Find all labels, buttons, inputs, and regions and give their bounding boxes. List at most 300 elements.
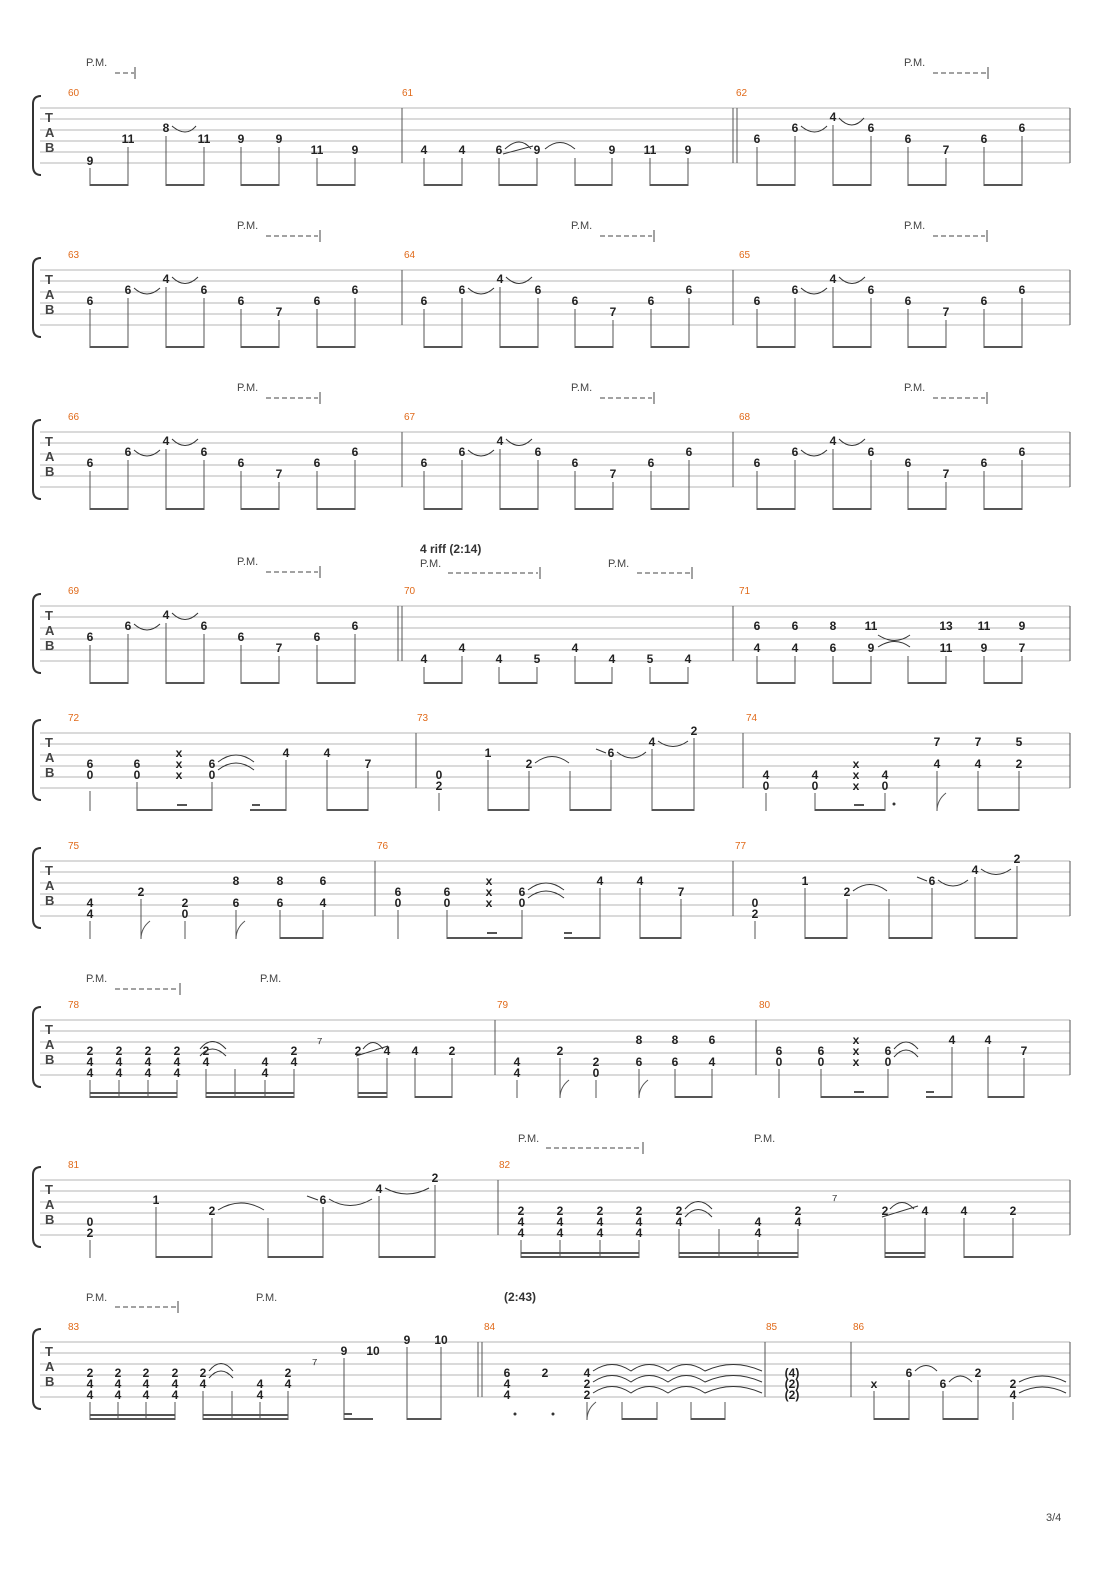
fret-number: 10 — [434, 1333, 448, 1347]
tab-clef-a: A — [45, 449, 55, 464]
fret-number: 7 — [275, 641, 283, 655]
fret-number: 4 — [754, 1215, 762, 1229]
tab-clef-a: A — [45, 750, 55, 765]
fret-number: 0 — [811, 779, 819, 793]
tab-clef-b: B — [45, 1212, 55, 1227]
palm-mute-label: P.M. — [904, 220, 926, 232]
tied-fret-number: (2) — [784, 1377, 800, 1391]
slur — [506, 439, 532, 446]
fret-number: 5 — [1015, 735, 1023, 749]
system-bracket — [33, 258, 41, 337]
dead-note: x — [852, 757, 860, 771]
fret-number: 9 — [86, 154, 94, 168]
fret-number: 6 — [685, 283, 693, 297]
fret-number: 6 — [420, 294, 428, 308]
tab-clef-b: B — [45, 464, 55, 479]
fret-number: 7 — [275, 467, 283, 481]
measure-number: 61 — [402, 88, 414, 99]
measure-number: 78 — [68, 1000, 80, 1011]
palm-mute-label: P.M. — [904, 57, 926, 69]
fret-number: 6 — [86, 757, 94, 771]
fret-number: 4 — [261, 1055, 269, 1069]
fret-number: 9 — [275, 132, 283, 146]
fret-number: 2 — [525, 757, 533, 771]
fret-number: 4 — [636, 874, 644, 888]
fret-number: 4 — [921, 1204, 929, 1218]
slur — [134, 624, 160, 630]
fret-number: 2 — [284, 1366, 292, 1380]
fret-number: 9 — [1018, 619, 1026, 633]
fret-number: 4 — [503, 1388, 511, 1402]
slur — [839, 277, 865, 284]
fret-number: 11 — [643, 143, 657, 157]
fret-number: 4 — [86, 1055, 94, 1069]
flag — [236, 921, 245, 939]
fret-number: 2 — [881, 1204, 889, 1218]
fret-number: 6 — [124, 619, 132, 633]
fret-number: 6 — [647, 456, 655, 470]
system-bracket — [33, 1167, 41, 1247]
tab-clef-a: A — [45, 125, 55, 140]
fret-number: 6 — [458, 445, 466, 459]
measure-number: 85 — [766, 1322, 778, 1333]
slur — [894, 1042, 918, 1049]
fret-number: 9 — [684, 143, 692, 157]
tab-clef-b: B — [45, 1374, 55, 1389]
tied-fret-number: (2) — [784, 1388, 800, 1402]
fret-number: 2 — [431, 1171, 439, 1185]
section-marker: 4 riff (2:14) — [420, 542, 482, 556]
fret-number: 6 — [708, 1033, 716, 1047]
fret-number: 7 — [1018, 641, 1026, 655]
fret-number: 6 — [319, 874, 327, 888]
fret-number: 6 — [1018, 121, 1026, 135]
slide — [596, 749, 606, 753]
fret-number: 6 — [458, 283, 466, 297]
system-bracket — [33, 848, 41, 928]
fret-number: 6 — [791, 121, 799, 135]
fret-number: 4 — [86, 896, 94, 910]
slur — [801, 450, 827, 456]
slur — [468, 288, 494, 294]
tab-clef-b: B — [45, 765, 55, 780]
system-bracket — [33, 594, 41, 673]
fret-number: 4 — [86, 1388, 94, 1402]
fret-number: 4 — [829, 434, 837, 448]
palm-mute-label: P.M. — [420, 558, 442, 570]
fret-number: 2 — [202, 1044, 210, 1058]
fret-number: 11 — [310, 143, 324, 157]
fret-number: 8 — [671, 1033, 679, 1047]
measure-number: 70 — [404, 586, 416, 597]
fret-number: 4 — [829, 110, 837, 124]
fret-number: 6 — [200, 619, 208, 633]
fret-number: 0 — [208, 768, 216, 782]
measure-number: 71 — [739, 586, 751, 597]
tab-clef-t: T — [45, 110, 53, 125]
fret-number: 2 — [86, 1226, 94, 1240]
fret-number: 0 — [86, 1215, 94, 1229]
fret-number: 4 — [496, 272, 504, 286]
fret-number: 6 — [237, 456, 245, 470]
fret-number: 4 — [290, 1055, 298, 1069]
fret-number: 5 — [533, 652, 541, 666]
fret-number: 4 — [420, 143, 428, 157]
measure-number: 60 — [68, 88, 80, 99]
slur — [685, 1202, 712, 1210]
fret-number: 4 — [171, 1377, 179, 1391]
fret-number: 4 — [675, 1215, 683, 1229]
fret-number: 6 — [671, 1055, 679, 1069]
fret-number: 1 — [152, 1193, 160, 1207]
fret-number: 4 — [199, 1377, 207, 1391]
fret-number: 0 — [86, 768, 94, 782]
fret-number: 6 — [124, 283, 132, 297]
palm-mute-label: P.M. — [237, 556, 259, 568]
fret-number: 6 — [351, 445, 359, 459]
fret-number: 6 — [313, 456, 321, 470]
fret-number: 4 — [256, 1377, 264, 1391]
system-7 — [33, 973, 1070, 1098]
fret-number: 11 — [121, 132, 135, 146]
slur — [506, 277, 532, 284]
fret-number: 2 — [142, 1366, 150, 1380]
fret-number: 4 — [375, 1182, 383, 1196]
fret-number: 4 — [114, 1377, 122, 1391]
fret-number: 6 — [495, 143, 503, 157]
fret-number: 6 — [1018, 283, 1026, 297]
slur — [839, 439, 865, 446]
fret-number: 7 — [942, 143, 950, 157]
fret-number: 4 — [458, 143, 466, 157]
measure-number: 66 — [68, 412, 80, 423]
fret-number: 6 — [928, 874, 936, 888]
fret-number: 0 — [817, 1055, 825, 1069]
palm-mute-label: P.M. — [86, 57, 108, 69]
fret-number: 4 — [173, 1055, 181, 1069]
tab-clef-a: A — [45, 623, 55, 638]
fret-number: 7 — [942, 467, 950, 481]
fret-number: 4 — [948, 1033, 956, 1047]
dot — [552, 1413, 555, 1416]
tab-clef-b: B — [45, 140, 55, 155]
tab-clef-a: A — [45, 1197, 55, 1212]
fret-number: 11 — [197, 132, 211, 146]
fret-number: 6 — [904, 294, 912, 308]
fret-number: 4 — [173, 1066, 181, 1080]
dead-note: x — [175, 768, 183, 782]
fret-number: 4 — [115, 1055, 123, 1069]
measure-number: 81 — [68, 1160, 80, 1171]
fret-number: 0 — [133, 768, 141, 782]
fret-number: 6 — [313, 630, 321, 644]
dead-note: x — [852, 1044, 860, 1058]
fret-number: 4 — [114, 1388, 122, 1402]
tab-clef-a: A — [45, 1359, 55, 1374]
dead-note: x — [485, 896, 493, 910]
fret-number: 4 — [974, 757, 982, 771]
fret-number: 2 — [583, 1377, 591, 1391]
fret-number: 4 — [144, 1066, 152, 1080]
tab-clef-t: T — [45, 272, 53, 287]
fret-number: 4 — [261, 1066, 269, 1080]
fret-number: 6 — [237, 294, 245, 308]
fret-number: 4 — [960, 1204, 968, 1218]
measure-number: 72 — [68, 713, 80, 724]
fret-number: 2 — [794, 1204, 802, 1218]
fret-number: 2 — [114, 1366, 122, 1380]
fret-number: 9 — [237, 132, 245, 146]
fret-number: 4 — [708, 1055, 716, 1069]
fret-number: 2 — [144, 1044, 152, 1058]
fret-number: 6 — [518, 885, 526, 899]
fret-number: 2 — [675, 1204, 683, 1218]
fret-number: 6 — [904, 456, 912, 470]
palm-mute-label: P.M. — [571, 220, 593, 232]
fret-number: 6 — [607, 746, 615, 760]
tie — [593, 1365, 762, 1372]
system-3 — [33, 382, 1070, 510]
system-2 — [33, 220, 1070, 348]
fret-number: 4 — [984, 1033, 992, 1047]
tab-clef-t: T — [45, 1344, 53, 1359]
slur — [172, 613, 198, 620]
fret-number: 6 — [867, 283, 875, 297]
fret-number: 6 — [394, 885, 402, 899]
fret-number: 4 — [881, 768, 889, 782]
fret-number: 4 — [86, 1066, 94, 1080]
fret-number: 6 — [791, 283, 799, 297]
fret-number: 6 — [232, 896, 240, 910]
fret-number: 2 — [1009, 1204, 1017, 1218]
fret-number: 6 — [571, 456, 579, 470]
flag — [141, 921, 150, 939]
fret-number: 4 — [596, 1215, 604, 1229]
fret-number: 4 — [495, 652, 503, 666]
fret-number: 4 — [162, 608, 170, 622]
slur — [878, 642, 910, 648]
measure-number: 63 — [68, 250, 80, 261]
fret-number: 0 — [435, 768, 443, 782]
flag — [937, 793, 946, 811]
dead-note: x — [852, 768, 860, 782]
fret-number: 7 — [609, 305, 617, 319]
fret-number: 4 — [635, 1226, 643, 1240]
dead-note: x — [485, 874, 493, 888]
tab-clef-t: T — [45, 1182, 53, 1197]
measure-number: 82 — [499, 1160, 511, 1171]
fret-number: 6 — [313, 294, 321, 308]
slur — [172, 439, 198, 446]
fret-number: 7 — [1020, 1044, 1028, 1058]
measure-number: 69 — [68, 586, 80, 597]
tie — [1019, 1387, 1066, 1393]
fret-number: 4 — [933, 757, 941, 771]
fret-number: 6 — [905, 1366, 913, 1380]
fret-number: 11 — [939, 641, 953, 655]
fret-number: 6 — [208, 757, 216, 771]
slur — [468, 450, 494, 456]
dead-note: x — [852, 779, 860, 793]
tab-clef-t: T — [45, 863, 53, 878]
fret-number: 2 — [181, 896, 189, 910]
fret-number: 4 — [86, 1377, 94, 1391]
fret-number: 0 — [443, 896, 451, 910]
measure-number: 67 — [404, 412, 416, 423]
slur — [801, 288, 827, 294]
fret-number: 4 — [144, 1055, 152, 1069]
fret-number: 4 — [684, 652, 692, 666]
fret-number: 6 — [237, 630, 245, 644]
dot — [893, 803, 896, 806]
fret-number: 6 — [904, 132, 912, 146]
fret-number: 4 — [829, 272, 837, 286]
fret-number: 4 — [971, 863, 979, 877]
system-8 — [33, 1133, 1070, 1258]
fret-number: 4 — [648, 735, 656, 749]
fret-number: 4 — [556, 1215, 564, 1229]
slur — [172, 277, 198, 284]
system-6 — [33, 841, 1070, 939]
slur — [853, 885, 887, 892]
measure-number: 84 — [484, 1322, 496, 1333]
fret-number: 4 — [517, 1226, 525, 1240]
palm-mute-label: P.M. — [260, 973, 282, 985]
tie — [593, 1376, 762, 1383]
measure-number: 65 — [739, 250, 751, 261]
measure-number: 76 — [377, 841, 389, 852]
fret-number: 0 — [884, 1055, 892, 1069]
slur — [878, 635, 910, 641]
palm-mute-label: P.M. — [237, 382, 259, 394]
flag — [639, 1080, 648, 1098]
slur — [949, 1376, 972, 1382]
system-bracket — [33, 1329, 41, 1409]
dead-note: x — [175, 757, 183, 771]
tab-clef-t: T — [45, 1022, 53, 1037]
fret-number: 4 — [596, 1226, 604, 1240]
tab-clef-a: A — [45, 1037, 55, 1052]
fret-number: 4 — [811, 768, 819, 782]
fret-number: 6 — [753, 294, 761, 308]
fret-number: 2 — [435, 779, 443, 793]
slide — [307, 1196, 318, 1200]
tied-fret-number: (4) — [784, 1366, 800, 1380]
palm-mute-label: P.M. — [256, 1292, 278, 1304]
dead-note: x — [175, 746, 183, 760]
slur — [218, 755, 254, 762]
fret-number: 6 — [200, 445, 208, 459]
fret-number: 9 — [351, 143, 359, 157]
fret-number: 0 — [181, 907, 189, 921]
system-1 — [33, 57, 1070, 186]
fret-number: 6 — [503, 1366, 511, 1380]
fret-number: 9 — [533, 143, 541, 157]
slur — [915, 1366, 937, 1372]
fret-number: 2 — [556, 1204, 564, 1218]
fret-number: 6 — [685, 445, 693, 459]
eighth-rest-icon-fallback: ⁷ — [317, 1035, 323, 1052]
fret-number: 2 — [517, 1204, 525, 1218]
slur — [801, 126, 827, 132]
dead-note: x — [852, 1055, 860, 1069]
fret-number: 2 — [690, 724, 698, 738]
fret-number: 7 — [677, 885, 685, 899]
fret-number: 4 — [503, 1377, 511, 1391]
fret-number: 8 — [635, 1033, 643, 1047]
fret-number: 4 — [635, 1215, 643, 1229]
fret-number: 2 — [592, 1055, 600, 1069]
fret-number: 0 — [592, 1066, 600, 1080]
fret-number: 6 — [939, 1377, 947, 1391]
fret-number: 2 — [173, 1044, 181, 1058]
fret-number: 6 — [791, 619, 799, 633]
measure-number: 73 — [417, 713, 429, 724]
fret-number: 2 — [583, 1388, 591, 1402]
fret-number: 7 — [609, 467, 617, 481]
tie — [593, 1387, 762, 1394]
fret-number: 2 — [556, 1044, 564, 1058]
fret-number: 11 — [977, 619, 991, 633]
fret-number: 2 — [448, 1044, 456, 1058]
fret-number: 2 — [354, 1044, 362, 1058]
palm-mute-label: P.M. — [86, 1292, 108, 1304]
fret-number: 4 — [794, 1215, 802, 1229]
fret-number: 6 — [775, 1044, 783, 1058]
measure-number: 62 — [736, 88, 748, 99]
fret-number: 9 — [403, 1333, 411, 1347]
fret-number: 0 — [751, 896, 759, 910]
palm-mute-label: P.M. — [608, 558, 630, 570]
page-number: 3/4 — [1046, 1512, 1062, 1524]
slur — [545, 143, 575, 150]
palm-mute-label: P.M. — [904, 382, 926, 394]
fret-number: 13 — [939, 619, 953, 633]
measure-number: 79 — [497, 1000, 509, 1011]
fret-number: 7 — [275, 305, 283, 319]
fret-number: 4 — [162, 434, 170, 448]
fret-number: 4 — [753, 641, 761, 655]
slur — [535, 757, 569, 764]
tab-clef-t: T — [45, 608, 53, 623]
section-marker: (2:43) — [504, 1290, 537, 1304]
fret-number: 8 — [232, 874, 240, 888]
fret-number: 2 — [199, 1366, 207, 1380]
fret-number: 6 — [276, 896, 284, 910]
fret-number: 1 — [801, 874, 809, 888]
dead-note: x — [485, 885, 493, 899]
fret-number: 0 — [394, 896, 402, 910]
fret-number: 2 — [635, 1204, 643, 1218]
fret-number: 4 — [596, 874, 604, 888]
fret-number: 2 — [115, 1044, 123, 1058]
fret-number: 6 — [351, 619, 359, 633]
tab-clef-b: B — [45, 302, 55, 317]
fret-number: 4 — [284, 1377, 292, 1391]
fret-number: 7 — [364, 757, 372, 771]
fret-number: 6 — [647, 294, 655, 308]
palm-mute-label: P.M. — [754, 1133, 776, 1145]
eighth-rest-icon: ⁷ — [832, 1192, 838, 1209]
fret-number: 4 — [791, 641, 799, 655]
system-9 — [33, 1290, 1070, 1420]
palm-mute-label: P.M. — [571, 382, 593, 394]
fret-number: 6 — [200, 283, 208, 297]
eighth-rest-icon: ⁷ — [312, 1356, 318, 1373]
fret-number: 0 — [881, 779, 889, 793]
tab-clef-t: T — [45, 735, 53, 750]
tab-clef-a: A — [45, 878, 55, 893]
